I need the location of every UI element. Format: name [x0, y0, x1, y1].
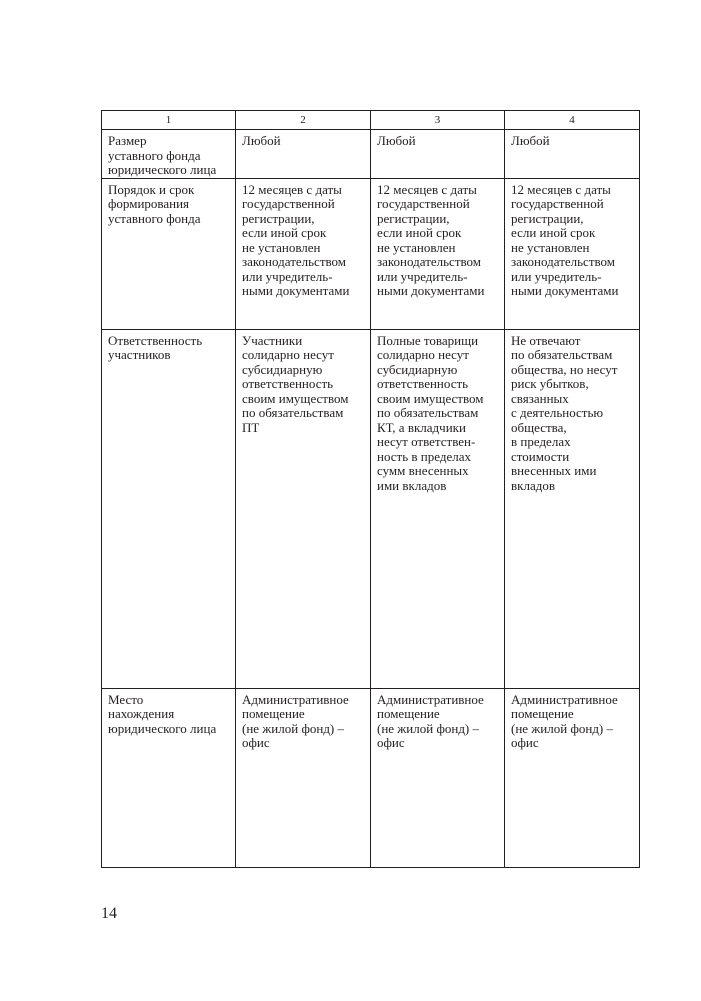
table-cell [371, 688, 505, 867]
cell-text: Полные товарищи солидарно несут субсидиарную ответственность своим имуществом по обязательствам КТ, а вкладчики несут ответствен- ность в пределах сумм внесенных ими вкладов [377, 332, 484, 493]
table-cell [371, 130, 505, 179]
table-cell [505, 688, 640, 867]
cell-text: Административное помещение (не жилой фонд) – офис [511, 691, 618, 750]
cell-text: 12 месяцев с даты государственной регистрации, если иной срок не установлен законодательством или учредитель- ными документами [511, 181, 619, 298]
table-cell [505, 178, 640, 329]
column-header-1: 1 [102, 111, 236, 130]
table-cell [371, 178, 505, 329]
cell-text: Административное помещение (не жилой фонд) – офис [242, 691, 349, 750]
table-cell [236, 178, 371, 329]
table-cell [236, 329, 371, 688]
cell-text: 12 месяцев с даты государственной регистрации, если иной срок не установлен законодательством или учредитель- ными документами [377, 181, 485, 298]
table-cell [505, 329, 640, 688]
table-cell [371, 329, 505, 688]
table-row [102, 329, 640, 688]
row-label-cell [102, 178, 236, 329]
column-header-2: 2 [236, 111, 371, 130]
table-row [102, 130, 640, 179]
cell-text: Любой [511, 133, 550, 148]
cell-text: Любой [377, 133, 416, 148]
cell-text: Любой [242, 133, 281, 148]
row-label: Место нахождения юридического лица [108, 691, 217, 736]
column-header-3: 3 [371, 111, 505, 130]
table-cell [236, 130, 371, 179]
row-label-cell [102, 329, 236, 688]
table-cell [505, 130, 640, 179]
table-cell [236, 688, 371, 867]
row-label: Ответственность участников [108, 332, 203, 362]
cell-text: Участники солидарно несут субсидиарную ответственность своим имуществом по обязательствам ПТ [242, 332, 349, 435]
table-row [102, 688, 640, 867]
column-header-4: 4 [505, 111, 640, 130]
comparison-table [101, 110, 640, 868]
row-label-cell [102, 130, 236, 179]
page-number: 14 [101, 905, 117, 922]
row-label: Размер уставного фонда юридического лица [108, 133, 217, 177]
table-row [102, 178, 640, 329]
cell-text: 12 месяцев с даты государственной регистрации, если иной срок не установлен законодательством или учредитель- ными документами [242, 181, 350, 298]
cell-text: Не отвечают по обязательствам общества, но несут риск убытков, связанных с деятельностью общества, в пределах стоимости внесенных ими вкладов [511, 332, 618, 493]
row-label: Порядок и срок формирования уставного фонда [108, 181, 201, 226]
cell-text: Административное помещение (не жилой фонд) – офис [377, 691, 484, 750]
table-header-row [102, 111, 640, 130]
row-label-cell [102, 688, 236, 867]
